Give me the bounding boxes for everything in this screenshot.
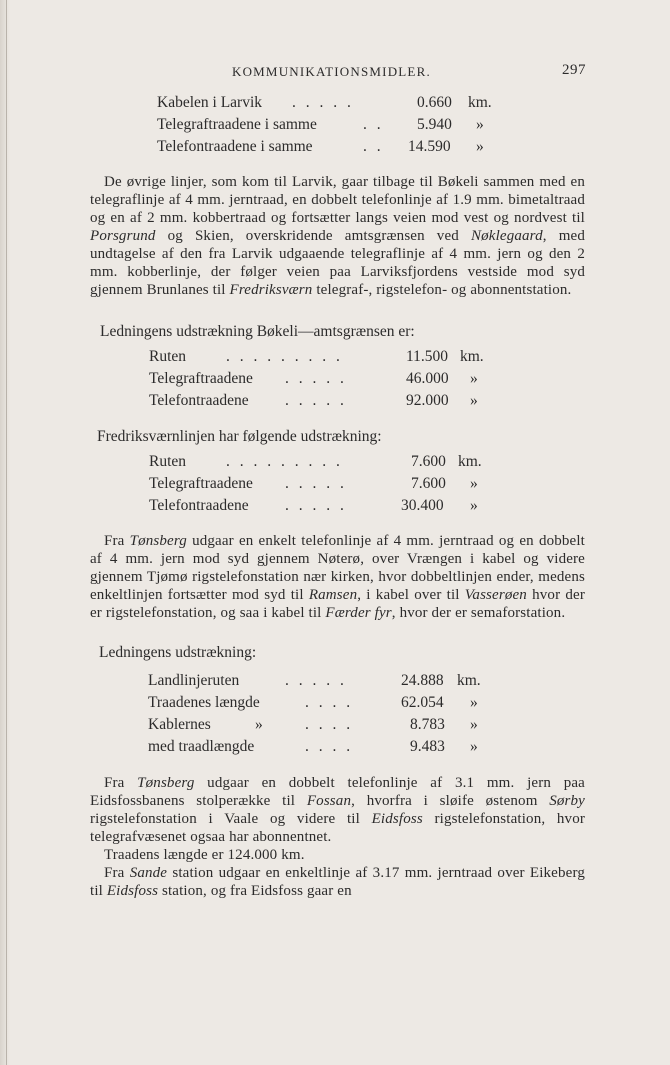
table-unit: km. — [457, 672, 481, 689]
table-row — [90, 114, 585, 136]
table-unit: » — [470, 475, 478, 492]
table-dots: . . . . . — [285, 475, 347, 492]
table-label: Ruten — [149, 348, 187, 365]
place-vasseroen: Vasserøen — [464, 587, 527, 603]
running-header — [90, 64, 586, 84]
table-dots: . . . . . — [285, 672, 347, 689]
table-unit: km. — [468, 94, 492, 111]
table-dots: . . . . . — [285, 370, 347, 387]
table-unit: » — [470, 392, 478, 409]
table-row — [90, 692, 585, 714]
table-row — [90, 368, 585, 390]
running-title: KOMMUNIKATIONSMIDLER. — [232, 64, 431, 79]
table-row — [90, 670, 585, 692]
table-unit: km. — [458, 453, 482, 470]
paragraph-tonsberg-eidsfoss: Fra Tønsberg udgaar en dobbelt telefonlinje af 3.1 mm. jern paa Eidsfossbanens stolperække til Fossan, hvorfra i sløife østenom Sørby rigstelefonstation i Vaale og videre til Eidsfoss rigstelefonstation, hvor telegrafvæsenet ogsaa har abonnentnet. — [90, 775, 586, 845]
table-value: 92.000 — [406, 392, 449, 409]
table-dots: . . — [363, 116, 384, 133]
place-faerder-fyr: Færder fyr — [325, 605, 392, 621]
table-value: 14.590 — [408, 138, 451, 155]
table-row — [90, 390, 585, 412]
fredriksvaern-extent-table — [90, 451, 585, 517]
table-value: 11.500 — [406, 348, 449, 365]
place-fossan: Fossan — [306, 793, 352, 809]
table-row — [90, 92, 585, 114]
table-value: 62.054 — [401, 694, 444, 711]
place-eidsfoss-2: Eidsfoss — [106, 883, 159, 899]
place-noklegaard: Nøklegaard — [470, 228, 543, 244]
table-dots: . . . . . — [292, 94, 354, 111]
table-value: 5.940 — [417, 116, 452, 133]
table-label: med traadlængde — [148, 738, 255, 755]
table-label: Telefontraadene — [149, 497, 249, 514]
table-label: Traadenes længde — [148, 694, 260, 711]
table-unit: » — [476, 116, 484, 133]
paragraph-tonsberg-south: Fra Tønsberg udgaar en enkelt telefonlinje af 4 mm. jerntraad og en dobbelt af 4 mm. jern mod syd gjennem Nøterø, over Vrængen i kabel og videre gjennem Tjømø rigstelefonstation nær kirken, hvor dobbeltlinjen ender, medens enkeltlinjen fortsætter mod syd til Ramsen, i kabel over til Vasserøen hvor der er rigstelefonstation, og saa i kabel til Færder fyr, hvor der er semaforstation. — [90, 533, 586, 621]
table-row — [90, 136, 585, 158]
table-label: Kablernes — [148, 716, 211, 733]
table-dots: . . — [363, 138, 384, 155]
table-label: Telefontraadene — [149, 392, 249, 409]
place-tonsberg: Tønsberg — [129, 533, 187, 549]
section-heading-fredriksvaern: Fredriksværnlinjen har følgende udstrækning: — [97, 428, 382, 445]
table-unit: km. — [460, 348, 484, 365]
cable-lengths-table — [90, 92, 585, 158]
table-value: 9.483 — [410, 738, 445, 755]
table-row — [90, 736, 585, 758]
table-value: 7.600 — [411, 475, 446, 492]
table-dots: . . . . . . . . . — [226, 348, 343, 365]
table-unit: » — [476, 138, 484, 155]
page-number: 297 — [562, 62, 586, 78]
table-unit: » — [470, 694, 478, 711]
table-row — [90, 346, 585, 368]
table-value: 0.660 — [417, 94, 452, 111]
tonsberg-extent-table — [90, 670, 585, 758]
place-eidsfoss: Eidsfoss — [371, 811, 423, 827]
table-dots: . . . . . . . . . — [226, 453, 343, 470]
table-unit: » — [470, 738, 478, 755]
table-label: Telegraftraadene — [149, 475, 253, 492]
table-unit: » — [470, 370, 478, 387]
table-value: 46.000 — [406, 370, 449, 387]
table-value: 30.400 — [401, 497, 444, 514]
table-dots: . . . . . — [285, 497, 347, 514]
table-unit: » — [470, 497, 478, 514]
book-spine-shadow — [0, 0, 10, 1065]
table-row — [90, 495, 585, 517]
table-label: Telefontraadene i samme — [157, 138, 313, 155]
table-label: Telegraftraadene — [149, 370, 253, 387]
table-dots: . . . . — [305, 694, 354, 711]
paragraph-wire-length: Traadens længde er 124.000 km. — [104, 847, 305, 863]
section-heading-extent: Ledningens udstrækning: — [99, 644, 257, 661]
section-heading-bokeli: Ledningens udstrækning Bøkeli—amtsgrænsen er: — [100, 323, 415, 340]
table-row — [90, 451, 585, 473]
place-ramsen: Ramsen — [308, 587, 358, 603]
place-fredriksvaern: Fredriksværn — [229, 282, 313, 298]
table-row — [90, 473, 585, 495]
table-value: 24.888 — [401, 672, 444, 689]
table-label: Landlinjeruten — [148, 672, 240, 689]
bokeli-extent-table — [90, 346, 585, 412]
table-label: Telegraftraadene i samme — [157, 116, 317, 133]
table-value: 7.600 — [411, 453, 446, 470]
book-spine-line — [6, 0, 7, 1065]
table-row — [90, 714, 585, 736]
place-tonsberg-2: Tønsberg — [137, 775, 195, 791]
table-dots: . . . . — [305, 738, 354, 755]
table-unit: » — [470, 716, 478, 733]
place-sorby: Sørby — [549, 793, 585, 809]
table-ditto: » — [255, 716, 263, 733]
place-sande: Sande — [129, 865, 168, 881]
paragraph-other-lines: De øvrige linjer, som kom til Larvik, gaar tilbage til Bøkeli sammen med en telegraflinje af 4 mm. jerntraad, en dobbelt telefonlinje af 1.9 mm. bimetaltraad og en af 2 mm. kobbertraad og fortsætter langs veien mod vest og nordvest til Porsgrund og Skien, overskridende amtsgrænsen ved Nøklegaard, med undtagelse af den fra Larvik udgaaende telegraflinje af 4 mm. jern og den 2 mm. kobberlinje, der følger veien paa Larviksfjordens vestside mod syd gjennem Brunlanes til Fredriksværn telegraf-, rigstelefon- og abonnentstation. — [90, 174, 585, 298]
page-body — [90, 92, 585, 900]
table-value: 8.783 — [410, 716, 445, 733]
table-label: Kabelen i Larvik — [157, 94, 263, 111]
table-dots: . . . . — [305, 716, 354, 733]
place-porsgrund: Porsgrund — [90, 228, 156, 244]
table-label: Ruten — [149, 453, 187, 470]
paragraph-sande: Fra Sande station udgaar en enkeltlinje af 3.17 mm. jerntraad over Eikeberg til Eidsfoss station, og fra Eidsfoss gaar en — [90, 865, 585, 899]
table-dots: . . . . . — [285, 392, 347, 409]
